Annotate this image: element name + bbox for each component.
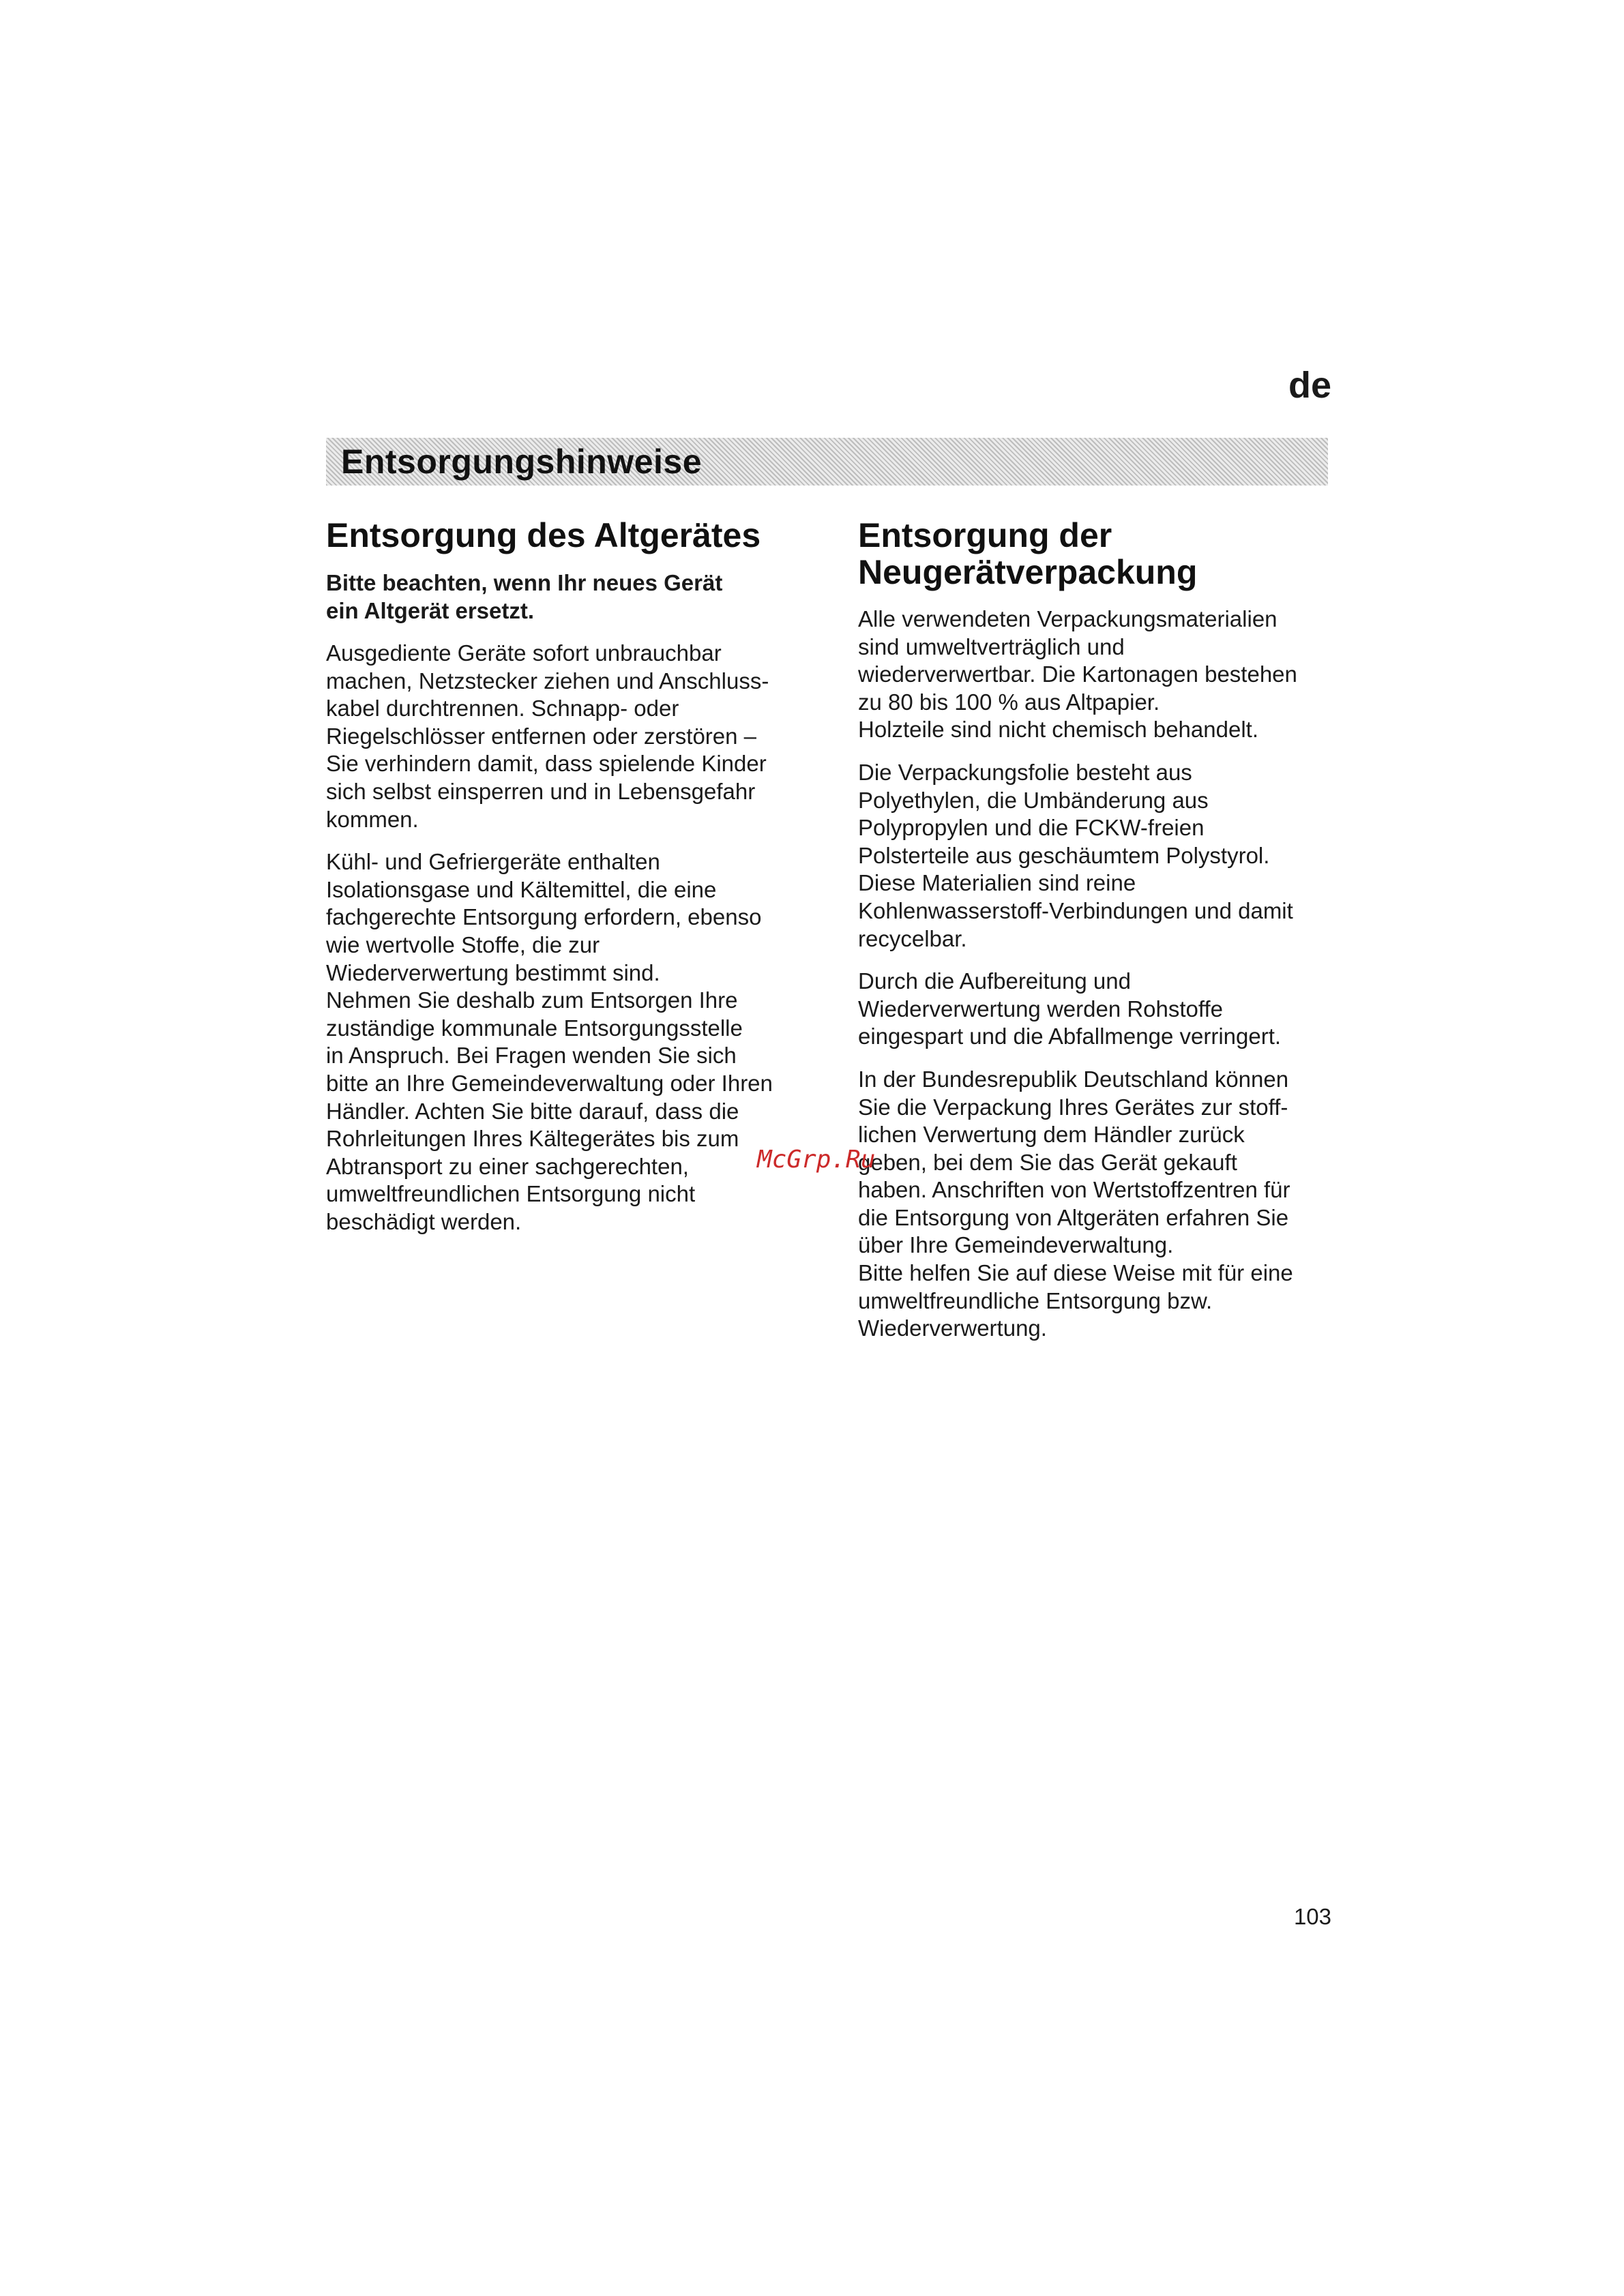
- language-code: de: [1288, 365, 1331, 406]
- text-line: Ausgediente Geräte sofort unbrauchbar: [326, 640, 722, 666]
- text-line: Alle verwendeten Verpackungsmaterialien: [858, 606, 1278, 631]
- text-line: Durch die Aufbereitung und: [858, 968, 1131, 994]
- text-line: kommen.: [326, 806, 419, 832]
- text-line: ein Altgerät ersetzt.: [326, 598, 535, 623]
- section-banner: [326, 438, 1328, 486]
- section-title: Entsorgungshinweise: [341, 443, 703, 481]
- text-line: sich selbst einsperren und in Lebensgefahr: [326, 778, 756, 804]
- text-line: umweltfreundliche Entsorgung bzw.: [858, 1287, 1213, 1313]
- text-line: Polsterteile aus geschäumtem Polystyrol.: [858, 842, 1270, 868]
- text-line: Sie verhindern damit, dass spielende Kinder: [326, 751, 767, 777]
- text-line: zuständige kommunale Entsorgungsstelle: [326, 1015, 743, 1041]
- text-line: recycelbar.: [858, 925, 967, 951]
- text-line: Wiederverwertung bestimmt sind.: [326, 959, 660, 985]
- text-line: Polyethylen, die Umbänderung aus: [858, 787, 1209, 813]
- text-line: Bitte beachten, wenn Ihr neues Gerät: [326, 570, 723, 595]
- text-line: bitte an Ihre Gemeindeverwaltung oder Ihren: [326, 1070, 773, 1096]
- text-line: haben. Anschriften von Wertstoffzentren für: [858, 1177, 1290, 1203]
- left-subheading: [326, 569, 803, 625]
- text-line: Rohrleitungen Ihres Kältegerätes bis zum: [326, 1126, 739, 1152]
- text-line: die Entsorgung von Altgeräten erfahren Sie: [858, 1204, 1289, 1230]
- right-paragraph-3: [858, 968, 1335, 1051]
- text-line: Diese Materialien sind reine: [858, 870, 1136, 896]
- text-line: Bitte helfen Sie auf diese Weise mit für eine: [858, 1260, 1293, 1286]
- text-line: Isolationsgase und Kältemittel, die eine: [326, 876, 717, 902]
- text-line: Nehmen Sie deshalb zum Entsorgen Ihre: [326, 987, 738, 1013]
- text-line: lichen Verwertung dem Händler zurück: [858, 1122, 1245, 1148]
- text-line: eingespart und die Abfallmenge verringert.: [858, 1024, 1282, 1049]
- text-line: Sie die Verpackung Ihres Gerätes zur stoff-: [858, 1094, 1288, 1120]
- text-line: sind umweltverträglich und: [858, 633, 1125, 659]
- text-line: In der Bundesrepublik Deutschland können: [858, 1066, 1289, 1092]
- text-line: Händler. Achten Sie bitte darauf, dass die: [326, 1098, 739, 1124]
- text-line: Riegelschlösser entfernen oder zerstören –: [326, 723, 757, 749]
- text-line: fachgerechte Entsorgung erfordern, ebenso: [326, 904, 762, 930]
- text-line: umweltfreundlichen Entsorgung nicht: [326, 1181, 696, 1207]
- watermark: McGrp.Ru: [757, 1146, 876, 1174]
- text-line: beschädigt werden.: [326, 1208, 522, 1234]
- text-line: Kohlenwasserstoff-Verbindungen und damit: [858, 897, 1293, 923]
- text-line: wie wertvolle Stoffe, die zur: [326, 931, 600, 957]
- text-line: Wiederverwertung werden Rohstoffe: [858, 996, 1223, 1022]
- right-paragraph-2: [858, 759, 1335, 953]
- heading-line: Neugerätverpackung: [858, 553, 1198, 591]
- left-heading: Entsorgung des Altgerätes: [326, 516, 761, 554]
- text-line: über Ihre Gemeindeverwaltung.: [858, 1232, 1174, 1258]
- text-line: wiederverwertbar. Die Kartonagen bestehen: [858, 661, 1297, 687]
- left-paragraph-2: [326, 848, 803, 1236]
- heading-line: Entsorgung der: [858, 516, 1112, 554]
- text-line: kabel durchtrennen. Schnapp- oder: [326, 696, 679, 721]
- text-line: Wiederverwertung.: [858, 1315, 1047, 1341]
- text-line: zu 80 bis 100 % aus Altpapier.: [858, 689, 1160, 715]
- right-heading: [858, 517, 1335, 591]
- right-column: [858, 517, 1335, 1358]
- text-line: Abtransport zu einer sachgerechten,: [326, 1153, 689, 1179]
- left-column: [326, 517, 803, 1251]
- left-paragraph-1: [326, 640, 803, 833]
- page-number: 103: [1293, 1904, 1331, 1929]
- right-paragraph-1: [858, 606, 1335, 744]
- text-line: in Anspruch. Bei Fragen wenden Sie sich: [326, 1043, 737, 1069]
- right-paragraph-4: [858, 1066, 1335, 1343]
- text-line: geben, bei dem Sie das Gerät gekauft: [858, 1149, 1237, 1175]
- text-line: Kühl- und Gefriergeräte enthalten: [326, 849, 660, 875]
- text-line: Die Verpackungsfolie besteht aus: [858, 759, 1192, 785]
- text-line: Holzteile sind nicht chemisch behandelt.: [858, 717, 1258, 743]
- text-line: machen, Netzstecker ziehen und Anschluss-: [326, 668, 769, 694]
- text-line: Polypropylen und die FCKW-freien: [858, 815, 1205, 841]
